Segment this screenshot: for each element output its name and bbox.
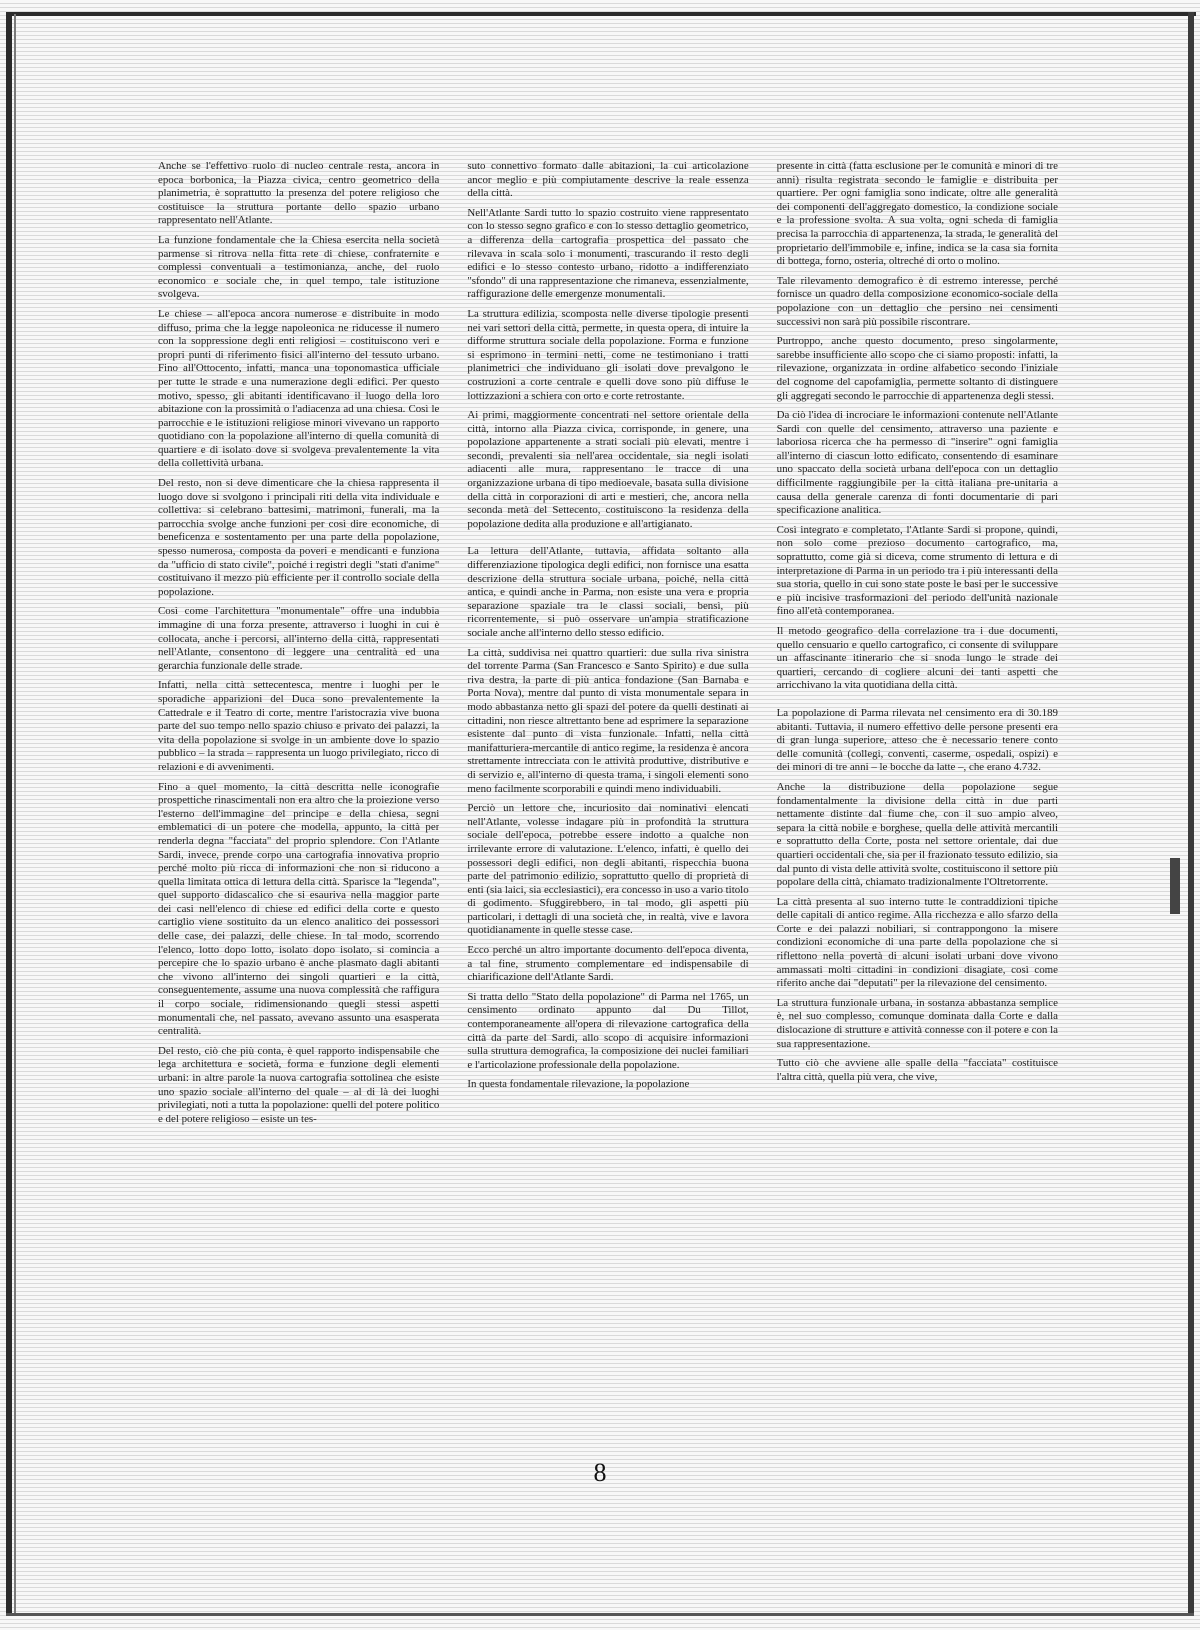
paragraph: Del resto, ciò che più conta, è quel rapporto indispensabile che lega architettura e società, forma e funzione degli elementi urbani: in altre parole la nuova cartografia sottolinea che esiste uno spazio sociale all'interno del quale – al di là dei luoghi privilegiati, noti a tutta la popolazione: quelli del potere politico e del potere religioso – esiste un tes- [158,1044,440,1125]
paragraph: Tale rilevamento demografico è di estremo interesse, perché fornisce un quadro della composizione economico-sociale della popolazione con un dettaglio che persino nei censimenti successivi non sarà più possibile riscontrare. [776,274,1058,328]
paragraph: Ecco perché un altro importante documento dell'epoca diventa, a tal fine, strumento complementare ed indispensabile di chiarificazione dell'Atlante Sardi. [467,944,749,984]
paragraph: Perciò un lettore che, incuriosito dai nominativi elencati nell'Atlante, volesse indagare più in profondità la struttura sociale dell'epoca, potrebbe essere indotto a qualche non irrilevante errore di valutazione. L'elenco, infatti, è quello dei possessori degli edifici, non degli abitanti, rispecchia buona parte del patrimonio edilizio, soprattutto quello di proprietà di enti (sia laici, sia ecclesiastici), era concesso in uso a vario titolo di godimento. Sfuggirebbero, in tal modo, gli aspetti più particolari, i dettagli di una società che, in realtà, vive e lavora quotidianamente in quelle stesse case. [467,802,749,937]
scan-edge-right [1188,12,1194,1616]
text-columns [158,160,1058,1410]
paragraph: Nell'Atlante Sardi tutto lo spazio costruito viene rappresentato con lo stesso segno grafico e con lo stesso dettaglio geometrico, a differenza della cartografia prospettica del passato che rilevava in scala solo i monumenti, trascurando il resto degli edifici e lo stesso contesto urbano, ridotto a indifferenziato "sfondo" di una rappresentazione che rimaneva, essenzialmente, raffigurazione delle emergenze monumentali. [467,206,749,301]
paragraph: La città, suddivisa nei quattro quartieri: due sulla riva sinistra del torrente Parma (San Francesco e Santo Spirito) e due sulla riva destra, la parte di più antica fondazione (San Barnaba e Porta Nova), mentre dal punto di vista monumentale separa in modo abbastanza netto gli spazi del potere da quelli destinati ai cittadini, non riesce altrettanto bene ad esprimere la separazione esistente dal punto di vista funzionale. Infatti, nella città manifatturiera-mercantile di antico regime, la residenza è ancora strettamente intrecciata con le attività produttive, distributive e di servizio e, all'interno di questa trama, i singoli elementi sono meno facilmente scorporabili e quindi meno individuabili. [467,646,749,795]
paragraph: Infatti, nella città settecentesca, mentre i luoghi per le sporadiche apparizioni del Duca sono prevalentemente la Cattedrale e il Teatro di corte, mentre l'aristocrazia vive buona parte del suo tempo nello spazio chiuso e privato dei palazzi, la vita della popolazione si svolge in un ambiente dove lo spazio pubblico – la strada – rappresenta un luogo privilegiato, ricco di relazioni e di avvenimenti. [158,679,440,773]
paragraph: Si tratta dello "Stato della popolazione" di Parma nel 1765, un censimento ordinato appunto dal Du Tillot, contemporaneamente all'opera di rilevazione cartografica della città da parte del Sardi, allo scopo di acquisire informazioni sulla struttura demografica, la composizione dei nuclei familiari e l'articolazione professionale della popolazione. [467,990,749,1071]
paragraph: suto connettivo formato dalle abitazioni, la cui articolazione ancor meglio e più compiutamente descrive la reale essenza della città. [467,160,749,200]
scan-edge-mark [1170,858,1180,914]
page-number: 8 [593,1458,607,1487]
paragraph: Così come l'architettura "monumentale" offre una indubbia immagine di una forza presente, attraverso i luoghi in cui è collocata, anche i percorsi, all'interno della città, rappresentati nell'Atlante, consentono di leggere una centralità ed una gerarchia funzionale delle strade. [158,605,440,672]
paragraph: Così integrato e completato, l'Atlante Sardi si propone, quindi, non solo come prezioso documento cartografico, ma, soprattutto, come già si diceva, come strumento di lettura e di interpretazione di Parma in un periodo tra i più interessanti della sua storia, quello in cui sono state poste le basi per le successive e più incisive trasformazioni del periodo dell'unità nazionale fino all'età contemporanea. [776,523,1058,618]
scan-edge-left-inner [14,14,16,1616]
paragraph: In questa fondamentale rilevazione, la popolazione [467,1078,690,1091]
paragraph: Tutto ciò che avviene alle spalle della "facciata" costituisce l'altra città, quella più vera, che vive, [776,1057,1058,1083]
text-column-1 [158,160,439,1410]
paragraph: La popolazione di Parma rilevata nel censimento era di 30.189 abitanti. Tuttavia, il numero effettivo delle persone presenti era di gran lunga superiore, atteso che è necessario tenere conto delle comunità (collegi, conventi, caserme, ospedali, ospizi) e dei minori di tre anni – le bocche da latte –, che erano 4.732. [776,706,1058,774]
paragraph: Ai primi, maggiormente concentrati nel settore orientale della città, intorno alla Piazza civica, corrisponde, in genere, una popolazione appartenente a strati sociali più elevati, mentre i secondi, prevalenti sia nell'area occidentale, sia negli isolati adiacenti alle mura, rappresentano le tracce di una organizzazione urbana di tipo medioevale, basata sulla divisione della città in corporazioni di arti e mestieri, che, ancora nella seconda metà del Settecento, costituiscono la residenza della popolazione dedita alla produzione e all'artigianato. [467,409,749,530]
text-column-2 [467,160,748,1410]
scan-edge-left [6,14,12,1616]
paragraph: Da ciò l'idea di incrociare le informazioni contenute nell'Atlante Sardi con quelle del censimento, attraverso una paziente e laboriosa ricerca che ha permesso di "inserire" ogni famiglia all'interno di ciascun lotto edificato, consentendo di esaminare uno spaccato della società urbana dell'epoca con un dettaglio difficilmente raggiungibile per la città italiana pre-unitaria a causa della generale carenza di fonti documentarie di pari specificazione analitica. [776,409,1058,517]
paragraph: Purtroppo, anche questo documento, preso singolarmente, sarebbe insufficiente allo scopo che ci siamo proposti: infatti, la rilevazione, organizzata in ordine alfabetico secondo l'iniziale del cognome del capofamiglia, permette soltanto di distinguere gli aggregati secondo le parrocchie di appartenenza degli stessi. [776,335,1058,402]
text-column-3 [777,160,1058,1410]
paragraph: Anche la distribuzione della popolazione segue fondamentalmente la divisione della città in due parti nettamente distinte dal fiume che, con il suo ampio alveo, separa la città nobile e borghese, quella delle attività mercantili e soprattutto della Corte, posta nel settore orientale, dai due quartieri occidentali che, sia per il frazionato tessuto edilizio, sia dal punto di vista delle attività svolte, costituiscono il settore più popolare della città, chiamato tradizionalmente l'Oltretorrente. [776,780,1058,889]
paragraph: Il metodo geografico della correlazione tra i due documenti, quello censuario e quello cartografico, ci consente di sviluppare un affascinante itinerario che si snoda lungo le strade dei quartieri, cercando di cogliere alcuni dei tanti aspetti che arricchivano la vita quotidiana della città. [776,625,1058,692]
paragraph: La città presenta al suo interno tutte le contraddizioni tipiche delle capitali di antico regime. Alla ricchezza e allo sfarzo della Corte e dei palazzi nobiliari, si contrappongono la misere condizioni economiche di una parte della popolazione che si riflettono nella povertà di alcuni isolati urbani dove vivono ammassati molti cittadini in condizioni disagiate, così come riferito anche dai "deputati" per la rilevazione del censimento. [776,895,1058,990]
paragraph: La funzione fondamentale che la Chiesa esercita nella società parmense si ritrova nella fitta rete di chiese, confraternite e complessi conventuali a testimonianza, anche, del ruolo economico e sociale che, in quel tempo, tale istituzione svolgeva. [158,233,440,301]
scan-edge-top [6,12,1196,16]
paragraph: La struttura funzionale urbana, in sostanza abbastanza semplice è, nel suo complesso, comunque dominata dalla Corte e dalla dislocazione di strutture e attività connesse con il potere e con la sua rappresentazione. [776,996,1058,1050]
scan-edge-bottom [6,1613,1194,1616]
paragraph: Le chiese – all'epoca ancora numerose e distribuite in modo diffuso, prima che la legge napoleonica ne riducesse il numero con la soppressione degli enti religiosi – costituiscono veri e propri punti di riferimento fisici all'interno del tessuto urbano. Fino all'Ottocento, infatti, manca una toponomastica ufficiale per tutte le strade e una numerazione degli edifici. Per questo motivo, spesso, gli abitanti identificavano il luogo della loro abitazione con la prossimità o l'adiacenza ad una chiesa. Così le parrocchie e le istituzioni religiose minori vivevano un rapporto quotidiano con la popolazione all'interno di quella comunità di quartiere e di isolato dove si svolgeva prevalentemente la vita della collettività urbana. [158,307,440,470]
paragraph: presente in città (fatta esclusione per le comunità e minori di tre anni) risulta registrata secondo le famiglie e distribuita per quartiere. Per ogni famiglia sono indicate, oltre alle generalità dei componenti dell'aggregato domestico, la condizione sociale e la professione svolta. A sua volta, ogni scheda di famiglia precisa la parrocchia di appartenenza, la strada, le generalità del proprietario dell'immobile e, infine, indica se la casa sia fornita di bottega, forno, osteria, oltreché di orto o molino. [776,160,1058,268]
paragraph: Del resto, non si deve dimenticare che la chiesa rappresenta il luogo dove si svolgono i principali riti della vita individuale e collettiva: si celebrano battesimi, matrimoni, funerali, ma la parrocchia svolge anche funzioni per così dire economiche, di beneficenza e sostentamento per una parte della popolazione, spesso numerosa, composta da poveri e mendicanti e funziona da "ufficio di stato civile", poiché i registri degli "stati d'anime" costituivano il mezzo più efficiente per il controllo sociale della popolazione. [158,477,440,598]
paragraph: Fino a quel momento, la città descritta nelle iconografie prospettiche rinascimentali non era altro che la proiezione verso l'esterno dell'immagine del principe e della chiesa, segni emblematici di un potere che modella, appunto, la città per renderla degna "facciata" del proprio splendore. Con l'Atlante Sardi, invece, prende corpo una cartografia innovativa proprio perché molto più ricca di informazioni che non si riducono a quella limitata ottica di lettura della città. Sparisce la "legenda", quel supporto didascalico che si esauriva nella maggior parte dei casi nell'elenco di chiese ed edifici della corte e questo cartiglio viene sostituito da un elenco analitico dei possessori delle case, dei palazzi, delle chiese. In tal modo, scorrendo l'elenco, lotto dopo lotto, isolato dopo isolato, si comincia a percepire che lo spazio urbano è anche plasmato dagli abitanti che vivono all'interno dei singoli quartieri e la città, conseguentemente, assume una nuova complessità che raffigura il corpo sociale, ridimensionando quegli stessi aspetti monumentali che, nel passato, avevano assunto una esasperata centralità. [158,780,440,1038]
paragraph: La lettura dell'Atlante, tuttavia, affidata soltanto alla differenziazione tipologica degli edifici, non fornisce una esatta descrizione della struttura sociale urbana, poiché, nella città antica, e quindi anche in Parma, non esiste una vera e propria separazione spaziale tra le classi sociali, bensì, più ricorrentemente, si può osservare un'ampia stratificazione sociale anche all'interno dello stesso edificio. [467,545,749,639]
paragraph: Anche se l'effettivo ruolo di nucleo centrale resta, ancora in epoca borbonica, la Piazza civica, centro geometrico della planimetria, è soprattutto la presenza del potere religioso che costituisce la struttura portante dello spazio urbano rappresentato nell'Atlante. [158,160,440,227]
paragraph: La struttura edilizia, scomposta nelle diverse tipologie presenti nei vari settori della città, permette, in questa opera, di intuire la difforme struttura sociale della popolazione. Forma e funzione si esprimono in termini netti, come ne testimoniano i tratti planimetrici che individuano gli isolati dove prevalgono le costruzioni a corte centrale e quelli dove sono più diffuse le lottizzazioni a schiera con orto e corte retrostante. [467,307,749,402]
